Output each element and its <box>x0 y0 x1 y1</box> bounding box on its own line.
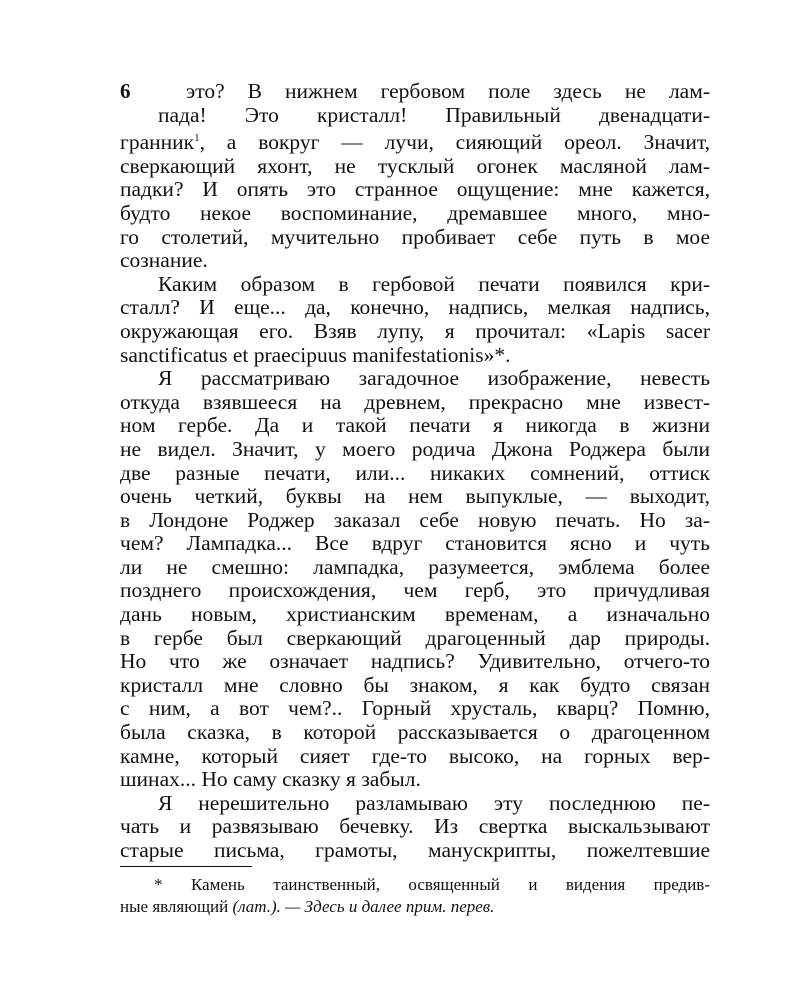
paragraph <box>120 273 710 367</box>
text-line: ном гербе. Да и такой печати я никогда в жизни <box>120 413 710 438</box>
footnote-line: * Камень таинственный, освященный и видения предив- <box>154 875 710 894</box>
text-line: пада! Это кристалл! Правильный двенадцати- <box>158 102 710 127</box>
text-line: не видел. Значит, у моего родича Джона Роджера были <box>120 436 710 461</box>
text-line: сознание. <box>120 248 208 273</box>
footnote-marker: 1 <box>194 132 200 145</box>
text-line: ли не смешно: лампадка, разумеется, эмблема более <box>120 554 710 579</box>
footnote-note-italic: (лат.). — Здесь и далее прим. перев. <box>232 897 495 916</box>
text-line: Я рассматриваю загадочное изображение, невесть <box>158 366 710 391</box>
text-fragment: гранник <box>120 130 195 155</box>
text-line: шинах... Но саму сказку я забыл. <box>120 767 421 792</box>
text-line <box>120 127 710 155</box>
text-line: была сказка, в которой рассказывается о драгоценном <box>120 720 710 745</box>
footnote-line <box>120 896 710 918</box>
text-line: в Лондоне Роджер заказал себе новую печать. Но за- <box>120 507 710 532</box>
text-line: кристалл мне словно бы знаком, я как будто связан <box>120 672 710 697</box>
text-line: будто некое воспоминание, дремавшее много, мно- <box>120 200 710 225</box>
text-line: старые письма, грамоты, манускрипты, пожелтевшие <box>120 838 710 862</box>
text-line: Но что же означает надпись? Удивительно, отчего-то <box>120 649 710 674</box>
text-line: две разные печати, или... никаких сомнений, оттиск <box>120 460 710 485</box>
text-line: Каким образом в гербовой печати появился кри- <box>158 271 710 296</box>
paragraph <box>120 792 710 863</box>
text-line: камне, который сияет где-то высоко, на горных вер- <box>120 743 710 768</box>
text-line: это? В нижнем гербовом поле здесь не лам- <box>186 79 710 103</box>
text-line: sanctificatus et praecipuus manifestationis»*. <box>120 342 511 367</box>
text-line: очень четкий, буквы на нем выпуклые, — выходит, <box>120 484 710 509</box>
text-line: позднего происхождения, чем герб, это причудливая <box>120 578 710 603</box>
page-number: 6 <box>120 79 131 103</box>
text-line: падки? И опять это странное ощущение: мне кажется, <box>120 177 710 202</box>
paragraph <box>120 80 710 273</box>
text-line: го столетий, мучительно пробивает себе путь в мое <box>120 224 710 249</box>
text-line: сверкающий яхонт, не тусклый огонек масляной лам- <box>120 153 710 178</box>
footnote-divider <box>120 866 252 867</box>
body-text <box>120 80 710 863</box>
text-line: сталл? И еще... да, конечно, надпись, мелкая надпись, <box>120 295 710 320</box>
text-fragment: ные являющий <box>120 897 233 916</box>
text-line: окружающая его. Взяв лупу, я прочитал: «Lapis sacer <box>120 318 710 343</box>
text-line: дань новым, христианским временам, а изначально <box>120 602 710 627</box>
text-line: чем? Лампадка... Все вдруг становится ясно и чуть <box>120 531 710 556</box>
paragraph <box>120 367 710 792</box>
text-line: Я нерешительно разламываю эту последнюю пе- <box>158 790 710 815</box>
text-line: в гербе был сверкающий драгоценный дар природы. <box>120 625 710 650</box>
footnote <box>120 874 710 918</box>
text-line: с ним, а вот чем?.. Горный хрусталь, кварц? Помню, <box>120 696 710 721</box>
text-line: откуда взявшееся на древнем, прекрасно мне извест- <box>120 389 710 414</box>
text-line: чать и развязываю бечевку. Из свертка выскальзывают <box>120 814 710 839</box>
text-fragment: , а вокруг — лучи, сияющий ореол. Значит, <box>199 130 710 155</box>
